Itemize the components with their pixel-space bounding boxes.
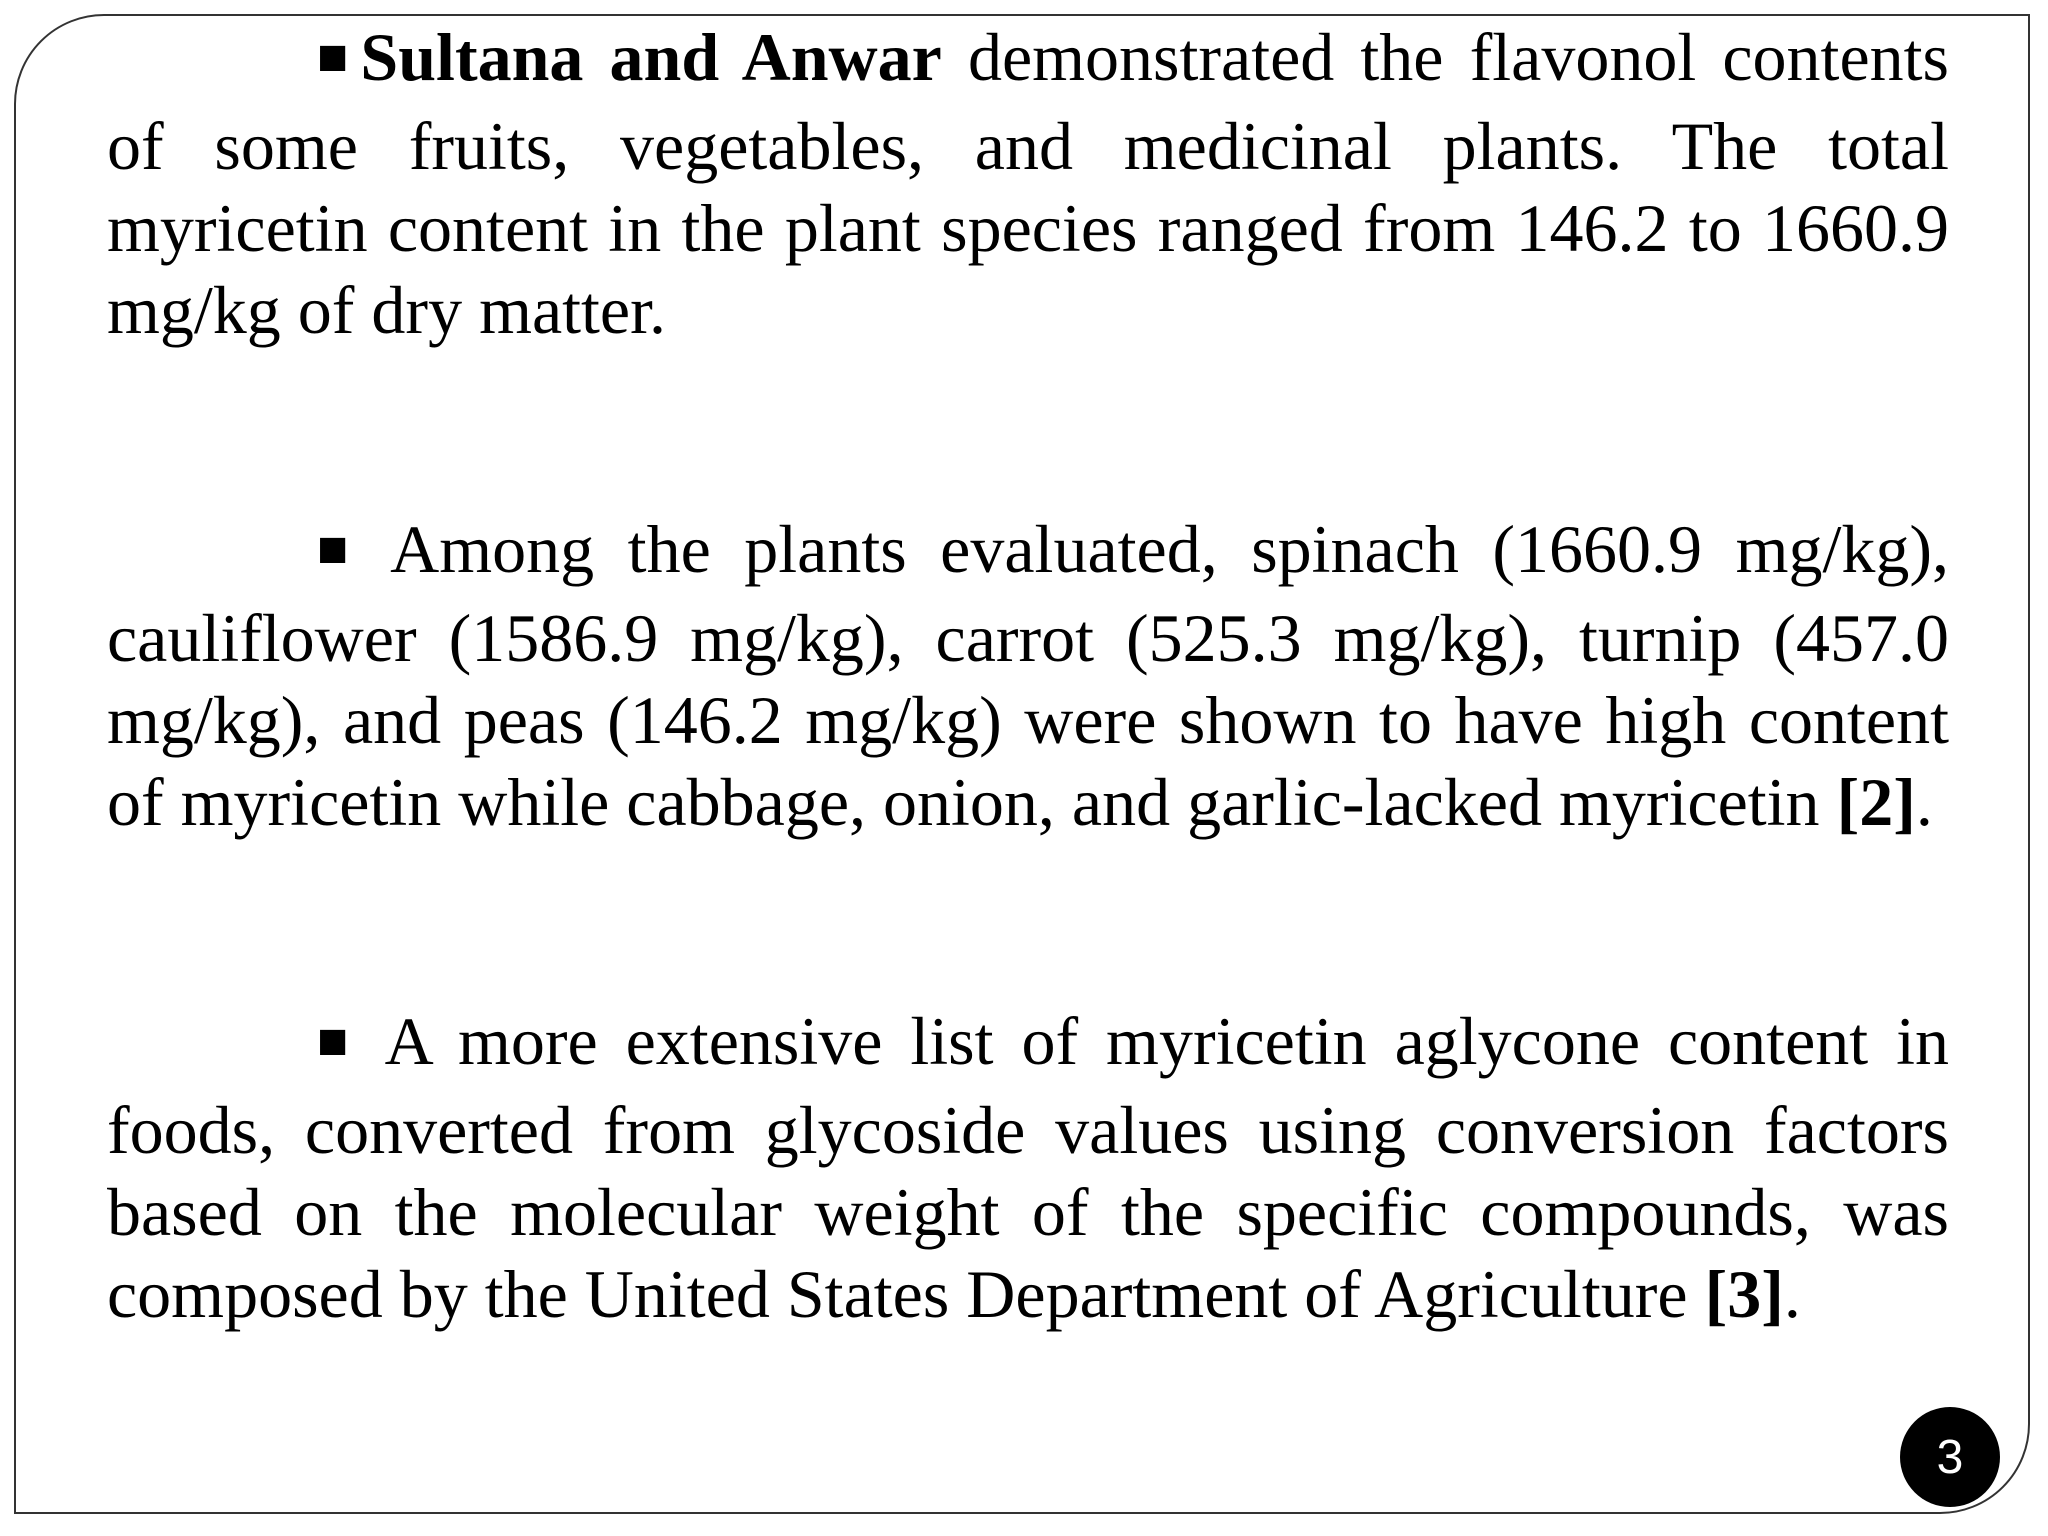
paragraph-text: demonstrated the flavonol contents of some fruits, vegetables, and medicinal plants. The total myricetin content in the plant species ranged from 146.2 to 1660.9 mg/kg of dry matter. <box>107 19 1949 348</box>
citation: [2] <box>1836 764 1916 840</box>
page-number-badge: 3 <box>1900 1407 2000 1507</box>
bullet-square-icon: ■ <box>317 1013 349 1070</box>
paragraph-text: A more extensive list of myricetin aglycone content in foods, converted from glycoside values using conversion factors based on the molecular weight of the specific compounds, was composed by the United States Department of Agriculture <box>107 1003 1949 1332</box>
paragraph-end: . <box>1783 1256 1801 1332</box>
citation: [3] <box>1704 1256 1784 1332</box>
paragraph-end: . <box>1915 764 1933 840</box>
bullet-square-icon: ■ <box>317 29 349 86</box>
paragraph-plants-evaluated <box>107 508 1949 843</box>
author-names: Sultana and Anwar <box>360 19 942 95</box>
paragraph-sultana-anwar <box>107 16 1949 351</box>
bullet-square-icon: ■ <box>317 521 349 578</box>
paragraph-usda-list <box>107 1000 1949 1335</box>
paragraph-text: Among the plants evaluated, spinach (1660.9 mg/kg), cauliflower (1586.9 mg/kg), carrot (525.3 mg/kg), turnip (457.0 mg/kg), and peas (146.2 mg/kg) were shown to have high content of myricetin while cabbage, onion, and garlic-lacked myricetin <box>107 511 1949 840</box>
